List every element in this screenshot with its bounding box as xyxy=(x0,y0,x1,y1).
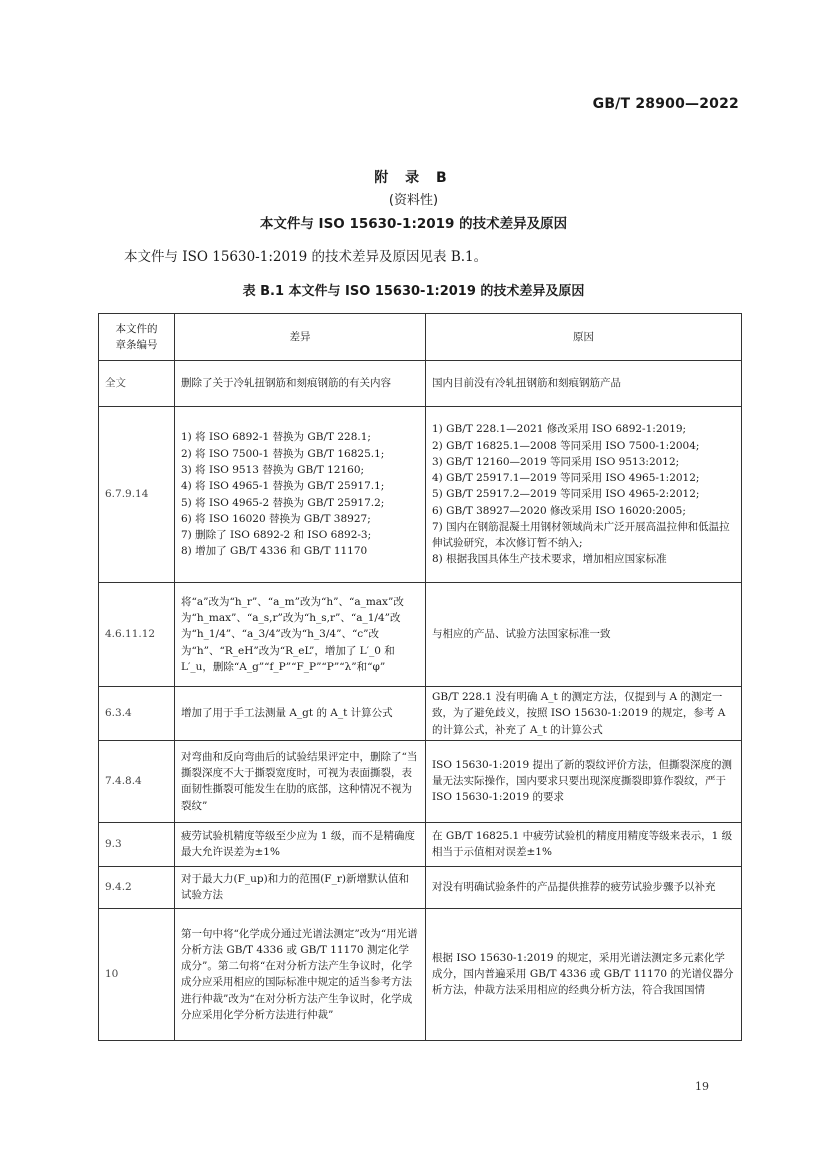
reason-line: 3) GB/T 12160—2019 等同采用 ISO 9513:2012; xyxy=(432,455,680,468)
difference-line: 2) 将 ISO 7500-1 替换为 GB/T 16825.1; xyxy=(181,447,385,460)
difference-cell xyxy=(175,740,426,822)
difference-line: 6) 将 ISO 16020 替换为 GB/T 38927; xyxy=(181,512,371,525)
table-body xyxy=(99,361,742,1041)
reason-line: 与相应的产品、试验方法国家标准一致 xyxy=(432,628,611,641)
header-reason: 原因 xyxy=(426,314,742,361)
difference-cell xyxy=(175,583,426,687)
table-row xyxy=(99,740,742,822)
reason-line: 6) GB/T 38927—2020 修改采用 ISO 16020:2005; xyxy=(432,504,686,517)
clause-cell: 6.7.9.14 xyxy=(99,407,175,583)
difference-line: 8) 增加了 GB/T 4336 和 GB/T 11170 xyxy=(181,545,368,558)
difference-line: 3) 将 ISO 9513 替换为 GB/T 12160; xyxy=(181,463,365,476)
difference-line: 1) 将 ISO 6892-1 替换为 GB/T 228.1; xyxy=(181,431,371,444)
table-row xyxy=(99,687,742,741)
reason-line: 5) GB/T 25917.2—2019 等同采用 ISO 4965-2:2012; xyxy=(432,488,700,501)
differences-table xyxy=(98,313,742,1041)
difference-line: 5) 将 ISO 4965-2 替换为 GB/T 25917.2; xyxy=(181,496,385,509)
table-row xyxy=(99,407,742,583)
reason-cell xyxy=(426,866,742,908)
reason-cell xyxy=(426,908,742,1040)
difference-cell xyxy=(175,866,426,908)
difference-line: 4) 将 ISO 4965-1 替换为 GB/T 25917.1; xyxy=(181,480,385,493)
annex-heading: 本文件与 ISO 15630-1:2019 的技术差异及原因 xyxy=(259,216,568,232)
clause-cell: 全文 xyxy=(99,361,175,407)
difference-cell xyxy=(175,361,426,407)
difference-line: 7) 删除了 ISO 6892-2 和 ISO 6892-3; xyxy=(181,529,372,542)
difference-line: 疲劳试验机精度等级至少应为 1 级，而不是精确度最大允许误差为±1% xyxy=(181,830,415,859)
reason-cell xyxy=(426,583,742,687)
reason-line: 国内目前没有冷轧扭钢筋和刻痕钢筋产品 xyxy=(432,377,621,390)
table-row xyxy=(99,361,742,407)
reason-line: GB/T 228.1 没有明确 A_t 的测定方法，仅提到与 A 的测定一致，为了避免歧义，按照 ISO 15630-1:2019 的规定，参考 A 的计算公式，补充了 A_t 的计算公式 xyxy=(432,691,726,736)
reason-line: ISO 15630-1:2019 提出了新的裂纹评价方法，但撕裂深度的测量无法实际操作，国内要求只要出现深度撕裂即算作裂纹，严于 ISO 15630-1:2019 的要求 xyxy=(432,758,733,804)
annex-title: 附 录 B xyxy=(374,170,453,186)
reason-line: 2) GB/T 16825.1—2008 等同采用 ISO 7500-1:2004; xyxy=(432,439,700,452)
reason-cell xyxy=(426,407,742,583)
header-clause: 本文件的 章条编号 xyxy=(99,314,175,361)
table-row xyxy=(99,822,742,866)
standard-number: GB/T 28900—2022 xyxy=(592,96,739,112)
table-row xyxy=(99,908,742,1040)
page-number: 19 xyxy=(695,1080,709,1093)
difference-line: 对弯曲和反向弯曲后的试验结果评定中，删除了“当撕裂深度不大于撕裂宽度时，可视为表面撕裂，表面韧性撕裂可能发生在肋的底部，这种情况不视为裂纹” xyxy=(181,750,418,812)
reason-cell xyxy=(426,822,742,866)
clause-cell: 9.3 xyxy=(99,822,175,866)
reason-cell xyxy=(426,687,742,741)
table-caption: 表 B.1 本文件与 ISO 15630-1:2019 的技术差异及原因 xyxy=(242,284,585,299)
table-row xyxy=(99,583,742,687)
table-header-row xyxy=(99,314,742,361)
intro-paragraph: 本文件与 ISO 15630-1:2019 的技术差异及原因见表 B.1。 xyxy=(124,249,488,265)
reason-cell xyxy=(426,740,742,822)
difference-cell xyxy=(175,407,426,583)
clause-cell: 6.3.4 xyxy=(99,687,175,741)
reason-line: 1) GB/T 228.1—2021 修改采用 ISO 6892-1:2019; xyxy=(432,423,687,436)
difference-cell xyxy=(175,908,426,1040)
reason-line: 对没有明确试验条件的产品提供推荐的疲劳试验步骤予以补充 xyxy=(432,881,716,894)
clause-cell: 10 xyxy=(99,908,175,1040)
header-difference: 差异 xyxy=(175,314,426,361)
difference-line: 第一句中将“化学成分通过光谱法测定”改为“用光谱分析方法 GB/T 4336 或 GB/T 11170 测定化学成分”。第二句将“在对分析方法产生争议时，化学成分应采用相应的国际标准中规定的适当参考方法进行仲裁”改为“在对分析方法产生争议时，化学成分应采用化学分析方法进行仲裁” xyxy=(181,927,418,1021)
reason-line: 4) GB/T 25917.1—2019 等同采用 ISO 4965-1:2012; xyxy=(432,472,700,485)
difference-cell xyxy=(175,687,426,741)
clause-cell: 7.4.8.4 xyxy=(99,740,175,822)
clause-cell: 4.6.11.12 xyxy=(99,583,175,687)
annex-nature: (资料性) xyxy=(388,193,439,208)
difference-cell xyxy=(175,822,426,866)
reason-line: 根据 ISO 15630-1:2019 的规定，采用光谱法测定多元素化学成分，国内普遍采用 GB/T 4336 或 GB/T 11170 的光谱仪器分析方法，仲裁方法采用相应的经典分析方法，符合我国国情 xyxy=(432,951,734,997)
clause-cell: 9.4.2 xyxy=(99,866,175,908)
difference-line: 将“a”改为“h_r”、“a_m”改为“h”、“a_max”改为“h_max”、“a_s,r”改为“h_s,r”、“a_1/4”改为“h_1/4”、“a_3/4”改为“h_3/4”、“c”改为“h”、“R_eH”改为“R_eL”，增加了 L′_0 和 L′_u，删除“A_g”“f_P”“F_P”“P”“λ”和“φ” xyxy=(181,595,404,673)
reason-line: 8) 根据我国具体生产技术要求，增加相应国家标准 xyxy=(432,553,667,566)
reason-cell xyxy=(426,361,742,407)
difference-line: 对于最大力(F_up)和力的范围(F_r)新增默认值和试验方法 xyxy=(181,873,409,902)
difference-line: 删除了关于冷轧扭钢筋和刻痕钢筋的有关内容 xyxy=(181,377,391,390)
table-row xyxy=(99,866,742,908)
reason-line: 在 GB/T 16825.1 中疲劳试验机的精度用精度等级来表示，1 级相当于示值相对误差±1% xyxy=(432,830,733,859)
difference-line: 增加了用于手工法测量 A_gt 的 A_t 计算公式 xyxy=(181,707,393,720)
reason-line: 7) 国内在钢筋混凝土用钢材领域尚未广泛开展高温拉伸和低温拉伸试验研究，本次修订暂不纳入; xyxy=(432,520,730,550)
